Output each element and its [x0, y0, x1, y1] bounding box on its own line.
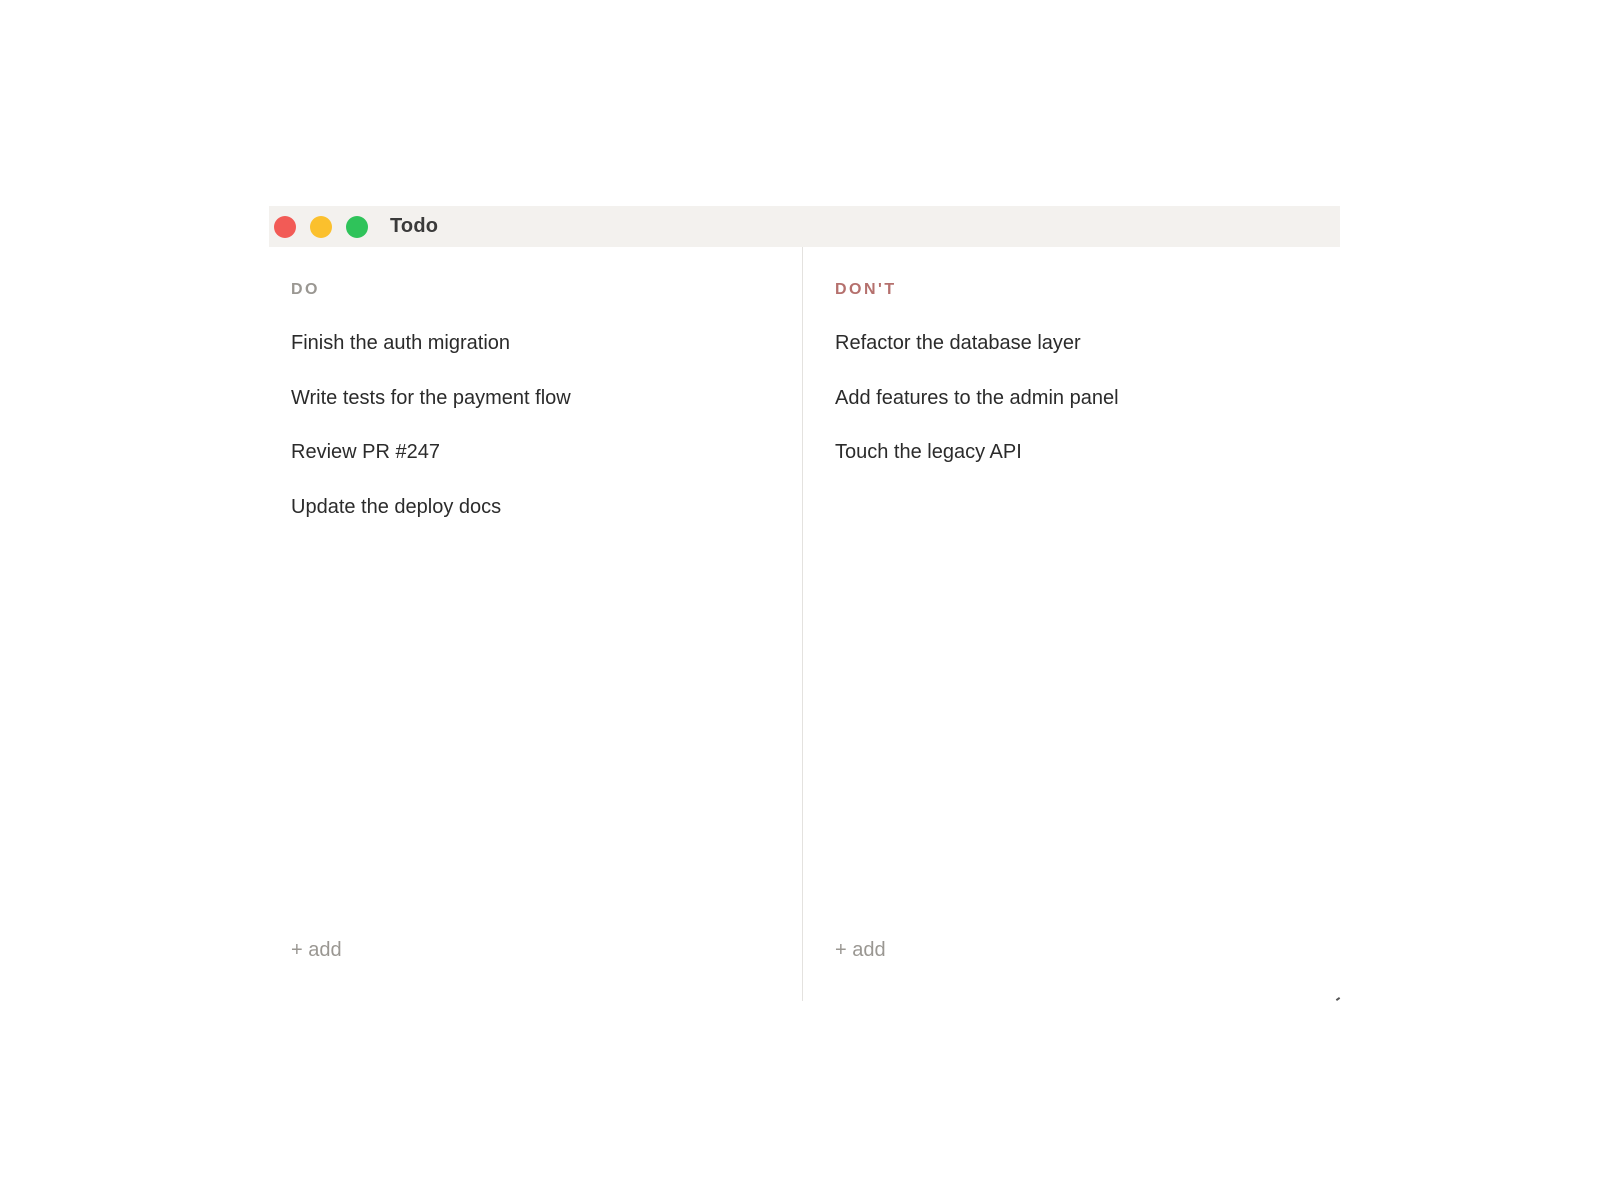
- do-item[interactable]: Write tests for the payment flow: [291, 386, 571, 409]
- do-list: [291, 331, 571, 549]
- todo-window: [269, 206, 1340, 1001]
- dont-item[interactable]: Touch the legacy API: [835, 441, 1022, 463]
- minimize-button[interactable]: [310, 216, 332, 238]
- dont-add-button[interactable]: + add: [835, 939, 886, 961]
- dont-item[interactable]: Add features to the admin panel: [835, 386, 1119, 409]
- do-item[interactable]: Review PR #247: [291, 441, 440, 463]
- dont-list: [835, 331, 1119, 495]
- title-bar[interactable]: [269, 206, 1340, 247]
- do-add-button[interactable]: + add: [291, 939, 342, 961]
- dont-heading: DON'T: [835, 281, 897, 298]
- do-heading: DO: [291, 281, 320, 298]
- window-title: Todo: [390, 215, 439, 237]
- do-item[interactable]: Finish the auth migration: [291, 332, 511, 354]
- do-item[interactable]: Update the deploy docs: [291, 495, 502, 518]
- zoom-button[interactable]: [346, 216, 368, 238]
- do-column: [269, 247, 803, 1001]
- dont-column: [803, 247, 1340, 1001]
- resize-grip-icon[interactable]: [1334, 995, 1340, 1001]
- dont-item[interactable]: Refactor the database layer: [835, 332, 1081, 354]
- close-button[interactable]: [274, 216, 296, 238]
